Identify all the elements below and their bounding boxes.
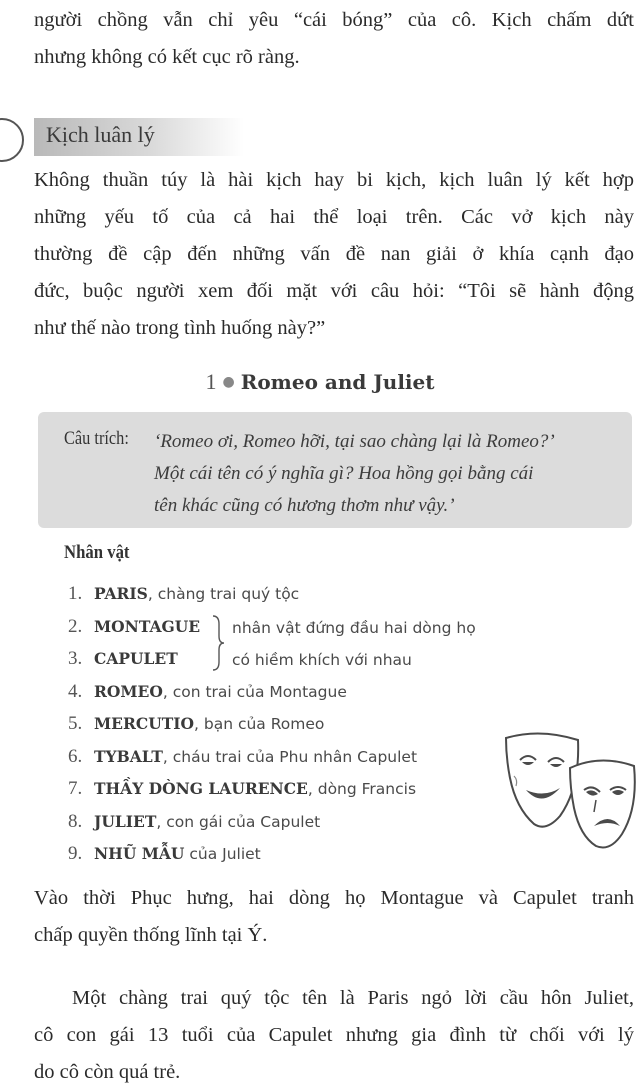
brace-description bbox=[232, 612, 476, 676]
list-item bbox=[68, 578, 528, 611]
character-name: MERCUTIO bbox=[94, 714, 194, 733]
play-number: 1 bbox=[205, 369, 217, 394]
list-item bbox=[68, 773, 528, 806]
story-paragraph-2 bbox=[34, 980, 634, 1091]
character-name: ROMEO bbox=[94, 681, 163, 701]
character-desc: của Juliet bbox=[184, 845, 261, 863]
section-heading bbox=[34, 118, 244, 156]
item-number: 1. bbox=[68, 583, 83, 604]
text-line: Một chàng trai quý tộc tên là Paris ngỏ lời cầu hôn Juliet, bbox=[72, 987, 634, 1009]
character-desc: , cháu trai của Phu nhân Capulet bbox=[162, 747, 418, 766]
list-item bbox=[68, 708, 528, 741]
text-line: do cô còn quá trẻ. bbox=[34, 1061, 181, 1083]
text-line: thường đề cập đến những vấn đề nan giải ở khía cạnh đạo bbox=[34, 243, 634, 265]
item-number: 9. bbox=[68, 843, 83, 864]
character-name: NHŨ MẪU bbox=[94, 844, 185, 863]
theatre-masks-icon bbox=[500, 728, 640, 858]
characters-heading: Nhân vật bbox=[64, 542, 130, 563]
item-number: 4. bbox=[68, 680, 83, 702]
character-desc: , con trai của Montague bbox=[162, 682, 347, 701]
intro-paragraph bbox=[34, 2, 634, 76]
character-name: JULIET bbox=[94, 811, 157, 831]
item-number: 5. bbox=[68, 713, 83, 734]
text-line: Không thuần túy là hài kịch hay bi kịch, kịch luân lý kết hợp bbox=[34, 169, 634, 191]
play-title bbox=[0, 369, 640, 395]
character-name: MONTAGUE bbox=[94, 616, 201, 636]
text-line: những yếu tố của cả hai thể loại trên. Các vở kịch này bbox=[34, 206, 634, 228]
curly-brace-icon bbox=[210, 612, 226, 674]
quote-text bbox=[154, 426, 614, 522]
item-number: 8. bbox=[68, 810, 83, 832]
text-line: Vào thời Phục hưng, hai dòng họ Montague và Capulet tranh bbox=[34, 887, 634, 909]
text-line: cô con gái 13 tuổi của Capulet nhưng gia đình từ chối với lý bbox=[34, 1024, 634, 1046]
quote-line: ‘Romeo ơi, Romeo hỡi, tại sao chàng lại là Romeo?’ bbox=[154, 431, 555, 452]
character-name: TYBALT bbox=[94, 746, 163, 766]
character-name: CAPULET bbox=[94, 649, 178, 668]
list-item bbox=[68, 741, 528, 774]
item-number: 3. bbox=[68, 648, 83, 669]
play-name: Romeo and Juliet bbox=[240, 370, 435, 394]
quote-line: tên khác cũng có hương thơm như vậy.’ bbox=[154, 495, 455, 516]
character-name: THẦY DÒNG LAURENCE bbox=[94, 779, 308, 798]
story-paragraph-1 bbox=[34, 880, 634, 954]
item-number: 7. bbox=[68, 778, 83, 799]
item-number: 2. bbox=[68, 615, 83, 637]
text-line: chấp quyền thống lĩnh tại Ý. bbox=[34, 924, 268, 946]
character-name: PARIS bbox=[94, 584, 148, 603]
character-desc: , bạn của Romeo bbox=[194, 715, 325, 733]
item-number: 6. bbox=[68, 745, 83, 767]
list-item bbox=[68, 838, 528, 871]
section-heading-text: Kịch luân lý bbox=[46, 122, 155, 147]
brace-group bbox=[210, 612, 510, 672]
section-circle-marker bbox=[0, 118, 24, 162]
section-body bbox=[34, 162, 634, 347]
character-desc: , con gái của Capulet bbox=[156, 812, 321, 831]
brace-line: nhân vật đứng đầu hai dòng họ bbox=[232, 619, 476, 637]
text-line: nhưng không có kết cục rõ ràng. bbox=[34, 46, 300, 68]
quote-box bbox=[38, 412, 632, 528]
quote-label: Câu trích: bbox=[64, 428, 129, 449]
brace-line: có hiềm khích với nhau bbox=[232, 651, 412, 669]
bullet-dot-icon: ● bbox=[222, 374, 235, 390]
text-line: đức, buộc người xem đối mặt với câu hỏi: “Tôi sẽ hành động bbox=[34, 280, 634, 302]
character-desc: , chàng trai quý tộc bbox=[147, 585, 300, 603]
text-line: như thế nào trong tình huống này?” bbox=[34, 317, 326, 339]
character-desc: , dòng Francis bbox=[307, 780, 417, 798]
quote-line: Một cái tên có ý nghĩa gì? Hoa hồng gọi bằng cái bbox=[154, 463, 534, 484]
list-item bbox=[68, 806, 528, 839]
list-item bbox=[68, 676, 528, 709]
text-line: người chồng vẫn chỉ yêu “cái bóng” của cô. Kịch chấm dứt bbox=[34, 9, 634, 31]
